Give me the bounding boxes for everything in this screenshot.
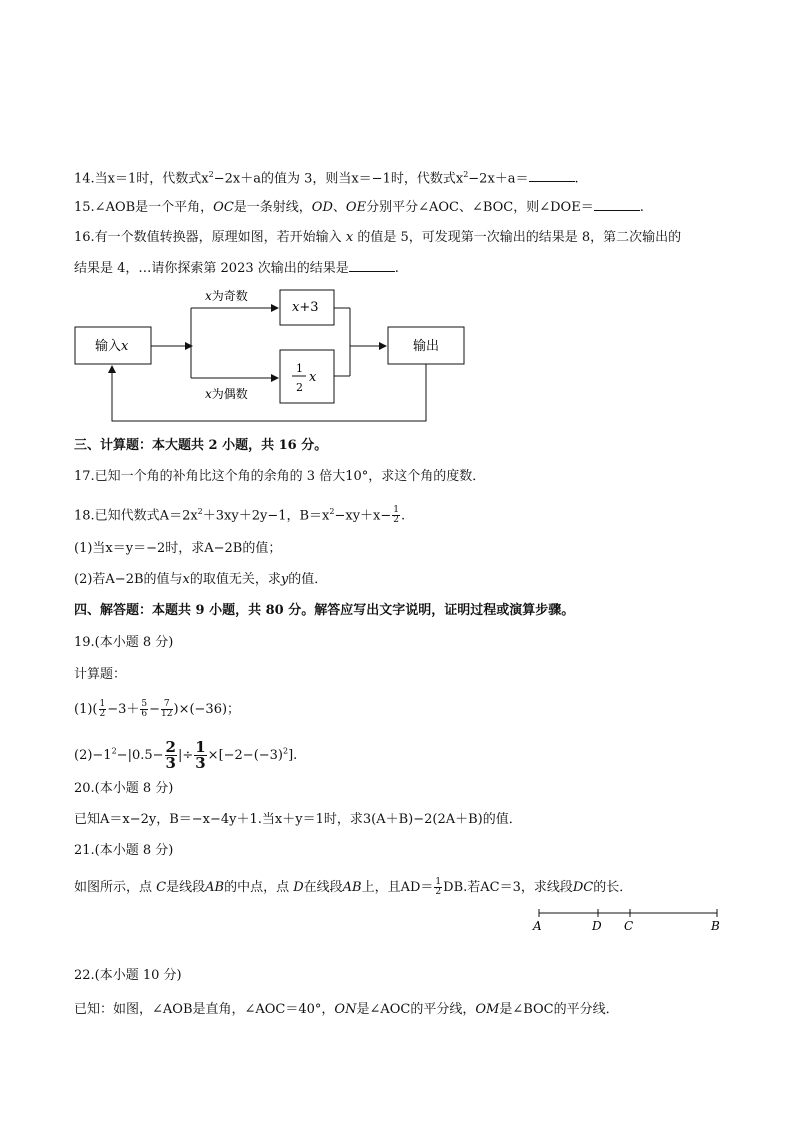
q18-end: .: [401, 508, 406, 524]
q22-text-3: 是∠BOC的平分线．: [499, 1002, 619, 1017]
q19-1-frac-2: $\frac{5}{6}$: [141, 699, 148, 719]
section-4-heading: [74, 602, 574, 620]
q14-text-1: 14.当x＝1时，代数式x: [74, 171, 209, 187]
q19-2-text-2: −|0.5−: [116, 748, 164, 763]
q19-2-sup-2: 2: [283, 746, 289, 756]
question-19-part-1: [74, 700, 240, 719]
question-18: [74, 503, 405, 525]
q18-text-1: 18.已知代数式A＝2x: [74, 508, 198, 524]
q22-text-2: 是∠AOC的平分线，: [356, 1002, 476, 1017]
q15-od: OD: [311, 200, 333, 215]
q19-2-text-3: |÷: [177, 748, 194, 763]
q19-2-frac-1: $\frac{2}{3}$: [165, 738, 176, 772]
half-x: x: [309, 370, 317, 385]
question-21-body: [74, 878, 632, 897]
q21-text-3: 的中点，点: [224, 880, 294, 895]
q22-om: OM: [475, 1002, 500, 1017]
q19-2-frac-2: $\frac{1}{3}$: [195, 738, 206, 772]
sec4-count: 9: [195, 603, 205, 618]
question-22-heading: 22.(本小题 10 分): [74, 968, 182, 983]
label-d: D: [592, 919, 602, 933]
q19-1-text-2: −3＋: [107, 702, 140, 717]
question-18-part-2: [74, 571, 327, 589]
q14-text-3: −2x＋a＝: [468, 171, 529, 187]
q16-text-3: 结果是 4，…请你探索第 2023 次输出的结果是: [74, 261, 349, 276]
q19-1-text-1: (1)(: [74, 702, 98, 717]
q19-1-frac-3: $\frac{7}{12}$: [161, 699, 173, 719]
input-label: 输入x: [95, 339, 129, 354]
q19-2-text-1: (2)−1: [74, 748, 112, 763]
q21-text-4: 在线段: [303, 880, 343, 895]
q18-2-y: y: [280, 572, 289, 587]
q19-2-sup-1: 2: [111, 746, 117, 756]
label-c: C: [624, 919, 634, 933]
q21-text-1: 如图所示，点: [74, 880, 157, 895]
q21-text-6: DB.若AC＝3，求线段: [443, 880, 573, 895]
q15-answer-blank[interactable]: [594, 198, 640, 211]
q16-end: .: [394, 261, 399, 276]
q18-fraction: $\frac{1}{2}$: [393, 505, 400, 526]
q19-1-frac-1: $\frac{1}{2}$: [99, 699, 106, 719]
question-18-part-1: (1)当x＝y＝−2时，求A−2B的值；: [74, 541, 282, 556]
q19-1-text-3: −: [149, 702, 161, 717]
q16-x: x: [345, 230, 354, 245]
sec4-text-3: 分。解答应写出文字说明，证明过程或演算步骤。: [283, 603, 575, 618]
half-box: [280, 350, 334, 403]
q18-text-3: −xy＋x−: [334, 508, 392, 524]
sec3-score: 16: [278, 438, 297, 453]
sec4-text-2: 小题，共: [204, 603, 266, 618]
section-3-heading: [74, 437, 327, 455]
q15-oc: OC: [213, 200, 234, 215]
output-label: 输出: [413, 339, 440, 354]
q14-sup-1: 2: [208, 170, 214, 179]
segment-figure: [530, 905, 730, 935]
q19-1-text-4: )×(−36)；: [173, 702, 241, 717]
q19-2-text-4: ×[−2−(−3): [207, 748, 283, 763]
question-20-heading: 20.(本小题 8 分): [74, 781, 174, 796]
plus3-label: x+3: [292, 300, 319, 315]
half-num: 1: [296, 362, 303, 375]
q15-text-1: 15.∠AOB是一个平角，: [74, 200, 214, 215]
question-14: [74, 166, 579, 188]
q18-2-text-3: 的值．: [288, 572, 328, 587]
sec3-text-1: 三、计算题：本大题共: [74, 438, 209, 453]
feedback-arrow: [112, 364, 426, 421]
label-a: A: [533, 919, 542, 933]
q21-c: C: [156, 880, 167, 895]
sec4-score: 80: [265, 603, 284, 618]
q21-text-7: 的长．: [593, 880, 633, 895]
q18-2-x: x: [182, 572, 190, 587]
q15-text-4: 分别平分∠AOC、∠BOC，则∠DOE＝: [366, 200, 594, 215]
q15-oe: OE: [345, 200, 367, 215]
q14-text-2: −2x＋a的值为 3，则当x＝−1时，代数式x: [213, 171, 464, 187]
q15-text-2: 是一条射线，: [233, 200, 312, 215]
q19-2-text-5: ].: [288, 748, 298, 763]
q18-sup-2: 2: [329, 507, 335, 516]
q21-text-5: 上，且AD＝: [361, 880, 434, 895]
question-17: 17.已知一个角的补角比这个角的余角的 3 倍大10°，求这个角的度数．: [74, 469, 486, 484]
q15-end: .: [639, 200, 644, 215]
q14-sup-2: 2: [463, 170, 469, 179]
q21-text-2: 是线段: [166, 880, 206, 895]
q16-text-1: 16.有一个数值转换器，原理如图，若开始输入: [74, 230, 342, 245]
q22-text-1: 已知：如图，∠AOB是直角，∠AOC＝40°，: [74, 1002, 335, 1017]
question-19-heading: 19.(本小题 8 分): [74, 635, 174, 650]
q21-dc: DC: [572, 880, 594, 895]
q18-sup-1: 2: [197, 507, 203, 516]
question-21-heading: 21.(本小题 8 分): [74, 843, 174, 858]
q16-text-2: 的值是 5，可发现第一次输出的结果是 8，第二次输出的: [357, 230, 682, 245]
q22-on: ON: [334, 1002, 357, 1017]
q15-text-3: 、: [332, 200, 346, 215]
sec3-count: 2: [208, 438, 218, 453]
even-label: x为偶数: [205, 387, 248, 401]
sec4-text-1: 四、解答题：本题共: [74, 603, 196, 618]
question-15: [74, 198, 644, 217]
q16-answer-blank[interactable]: [349, 259, 395, 272]
q21-d: D: [293, 880, 304, 895]
q14-end: .: [574, 171, 579, 187]
question-19-intro: 计算题：: [74, 667, 127, 682]
question-22-body: [74, 1001, 619, 1019]
question-20-body: 已知A＝x−2y，B＝−x−4y＋1.当x＋y＝1时，求3(A＋B)−2(2A＋B)的值．: [74, 812, 522, 827]
q18-2-text-1: (2)若A−2B的值与: [74, 572, 183, 587]
flow-diagram: [60, 280, 480, 430]
q21-fraction: $\frac{1}{2}$: [435, 877, 442, 897]
sec3-text-2: 小题，共: [217, 438, 279, 453]
question-19-part-2: [74, 740, 297, 771]
sec3-text-3: 分。: [296, 438, 328, 453]
q18-text-2: ＋3xy＋2y−1，B＝x: [202, 508, 330, 524]
question-16-line-1: [74, 229, 681, 247]
q21-ab: AB: [205, 880, 225, 895]
q14-answer-blank[interactable]: [529, 169, 575, 182]
label-b: B: [711, 919, 720, 933]
question-16-line-2: [74, 259, 399, 278]
odd-label: x为奇数: [205, 289, 248, 303]
q21-ab2: AB: [342, 880, 362, 895]
half-den: 2: [296, 381, 303, 394]
q18-2-text-2: 的取值无关，求: [189, 572, 281, 587]
